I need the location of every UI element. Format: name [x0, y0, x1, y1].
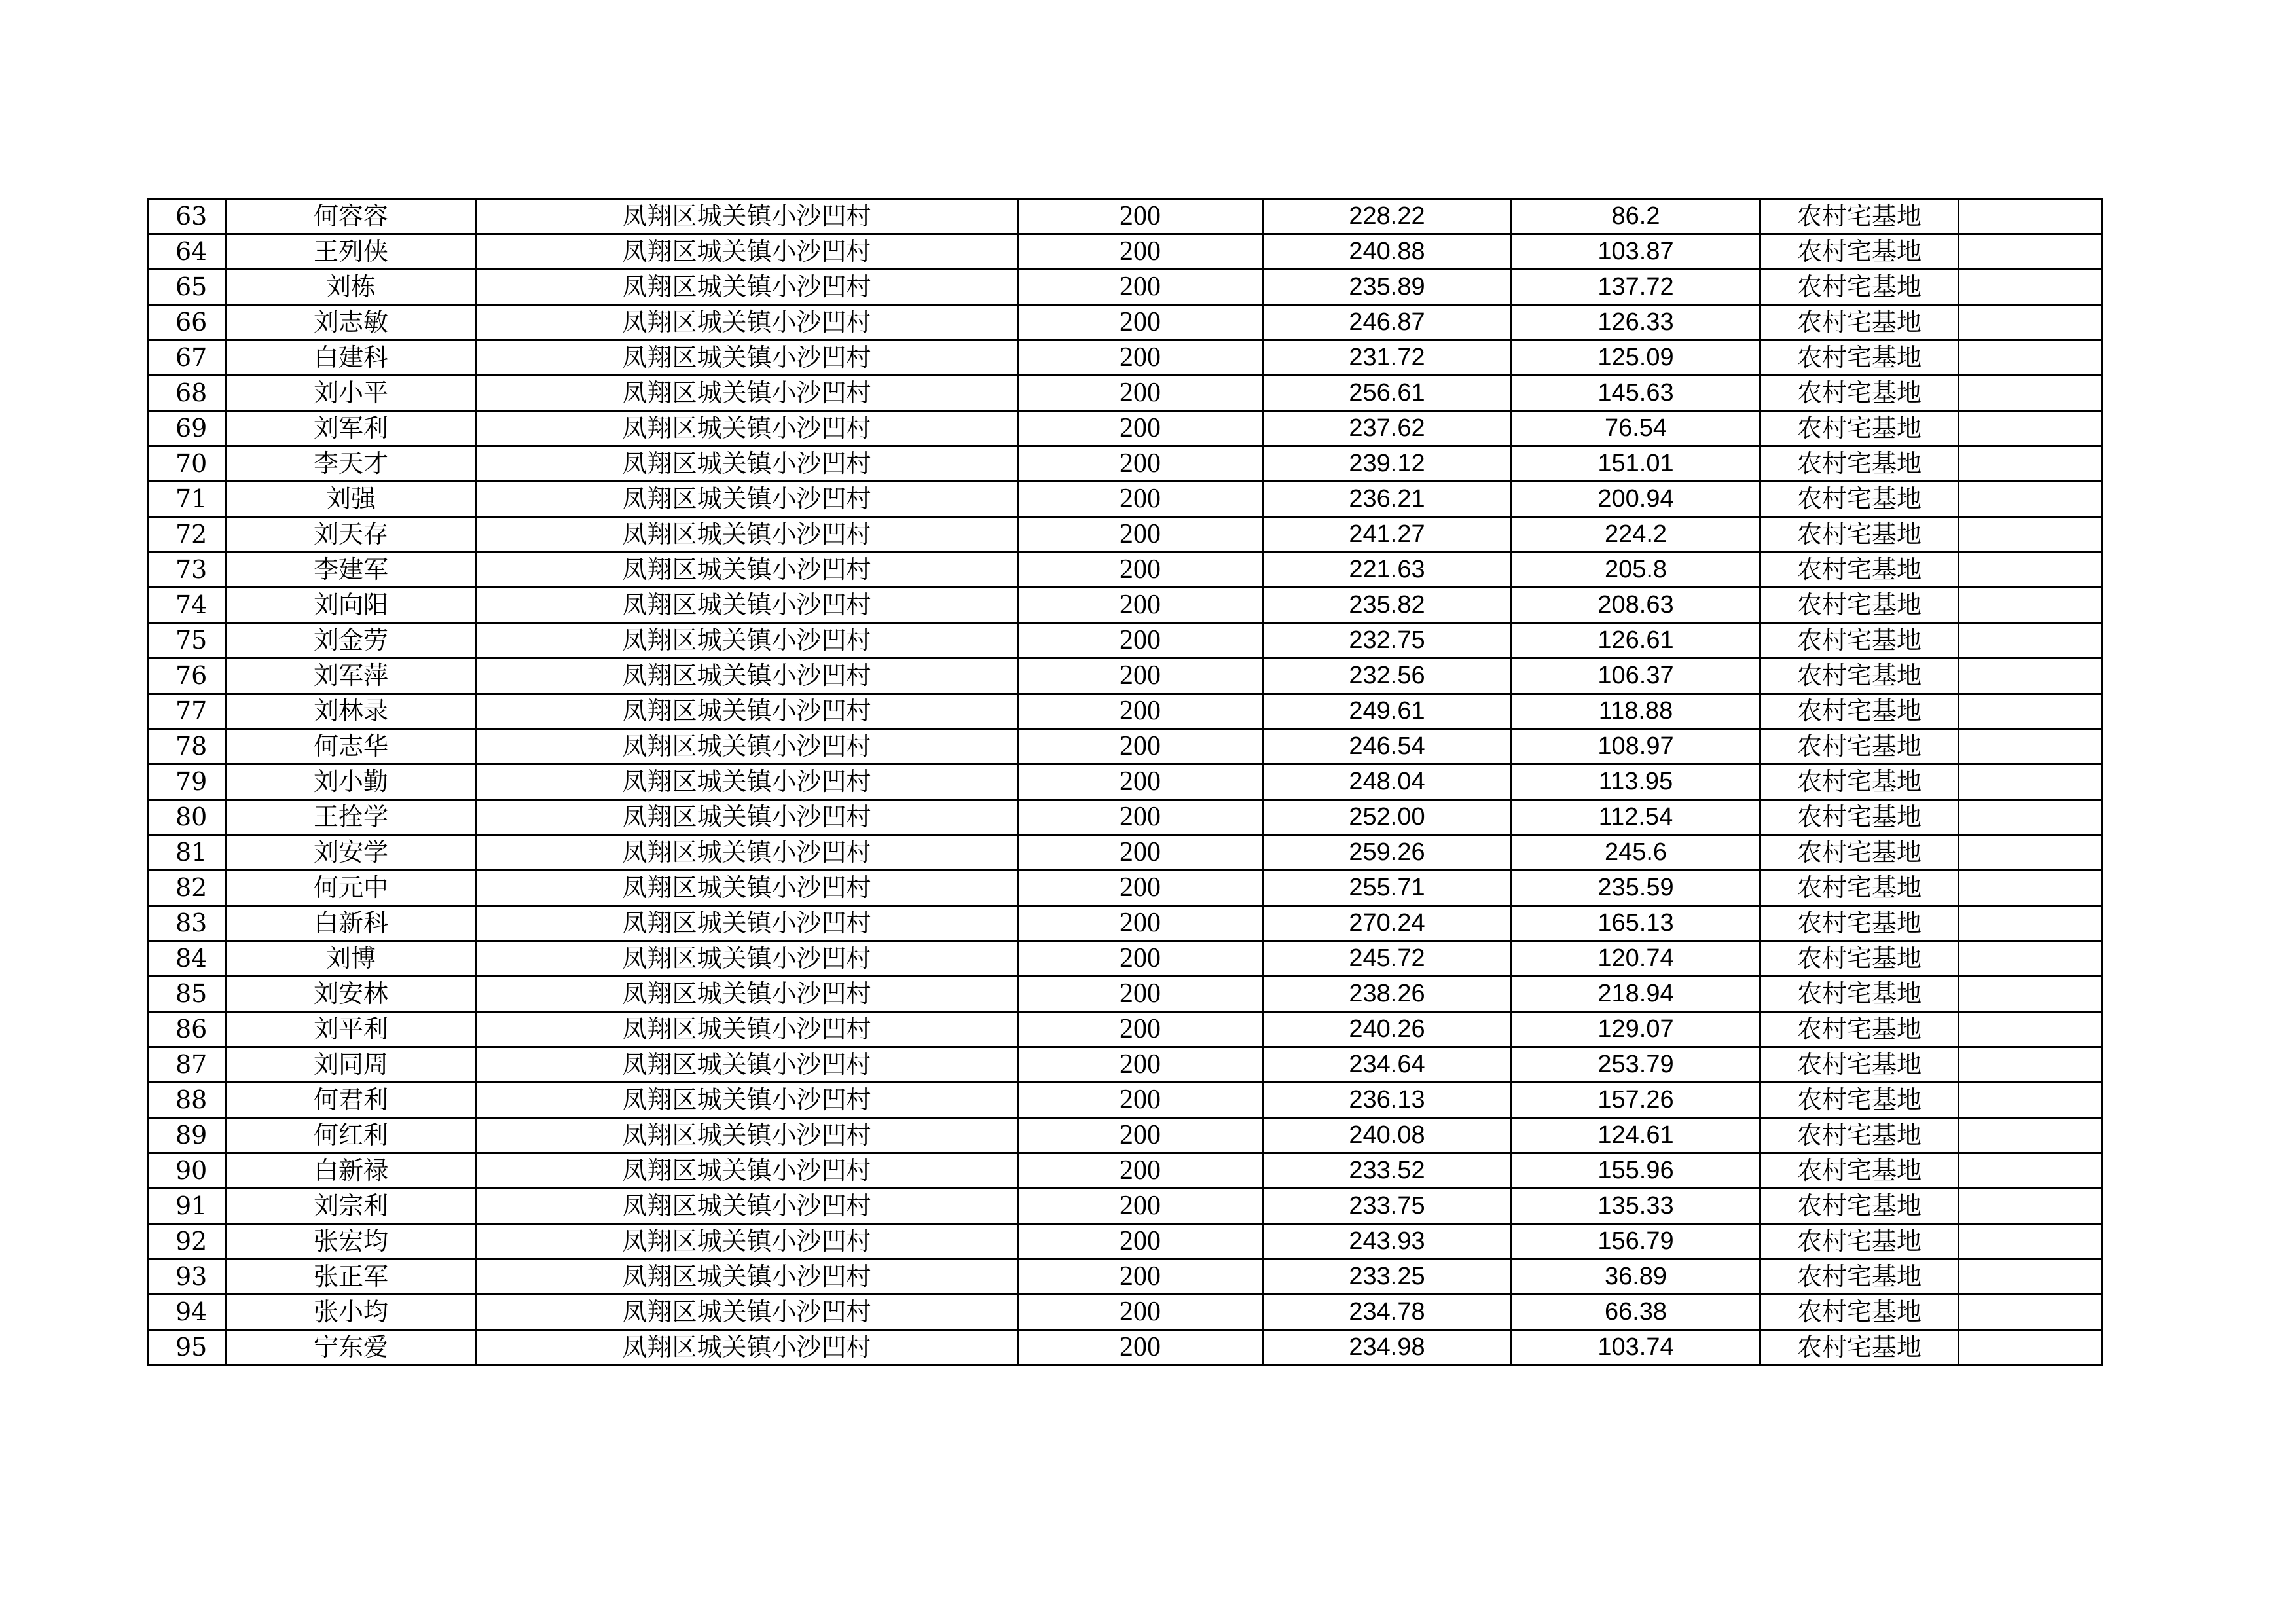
standard-area-cell: 200	[1018, 941, 1263, 977]
area-value-1-cell: 241.27	[1263, 517, 1512, 552]
area-value-1-cell: 232.75	[1263, 623, 1512, 659]
standard-area-cell: 200	[1018, 1330, 1263, 1365]
standard-area-cell: 200	[1018, 588, 1263, 623]
address-cell: 凤翔区城关镇小沙凹村	[476, 1047, 1018, 1083]
area-value-2-cell: 126.61	[1512, 623, 1760, 659]
owner-name-cell: 李天才	[227, 446, 476, 482]
row-number-cell: 85	[149, 977, 227, 1012]
table-row	[149, 446, 2102, 482]
owner-name-cell: 刘林录	[227, 694, 476, 729]
land-type-cell: 农村宅基地	[1760, 1083, 1959, 1118]
row-number-cell: 83	[149, 906, 227, 941]
table-row	[149, 411, 2102, 446]
standard-area-cell: 200	[1018, 765, 1263, 800]
area-value-1-cell: 239.12	[1263, 446, 1512, 482]
blank-cell	[1959, 694, 2102, 729]
area-value-2-cell: 120.74	[1512, 941, 1760, 977]
blank-cell	[1959, 234, 2102, 270]
area-value-1-cell: 235.82	[1263, 588, 1512, 623]
row-number-cell: 88	[149, 1083, 227, 1118]
table-row	[149, 1047, 2102, 1083]
table-row	[149, 376, 2102, 411]
area-value-1-cell: 233.75	[1263, 1189, 1512, 1224]
standard-area-cell: 200	[1018, 411, 1263, 446]
area-value-2-cell: 245.6	[1512, 835, 1760, 871]
blank-cell	[1959, 1118, 2102, 1153]
blank-cell	[1959, 1012, 2102, 1047]
address-cell: 凤翔区城关镇小沙凹村	[476, 941, 1018, 977]
land-type-cell: 农村宅基地	[1760, 694, 1959, 729]
blank-cell	[1959, 1083, 2102, 1118]
area-value-1-cell: 238.26	[1263, 977, 1512, 1012]
land-type-cell: 农村宅基地	[1760, 1189, 1959, 1224]
row-number-cell: 80	[149, 800, 227, 835]
owner-name-cell: 张正军	[227, 1259, 476, 1295]
row-number-cell: 66	[149, 305, 227, 340]
table-row	[149, 1012, 2102, 1047]
address-cell: 凤翔区城关镇小沙凹村	[476, 199, 1018, 234]
blank-cell	[1959, 1153, 2102, 1189]
table-row	[149, 623, 2102, 659]
row-number-cell: 86	[149, 1012, 227, 1047]
area-value-1-cell: 237.62	[1263, 411, 1512, 446]
blank-cell	[1959, 729, 2102, 765]
area-value-1-cell: 231.72	[1263, 340, 1512, 376]
table-row	[149, 729, 2102, 765]
land-type-cell: 农村宅基地	[1760, 659, 1959, 694]
row-number-cell: 79	[149, 765, 227, 800]
table-row	[149, 977, 2102, 1012]
blank-cell	[1959, 1295, 2102, 1330]
table-row	[149, 800, 2102, 835]
owner-name-cell: 刘安学	[227, 835, 476, 871]
owner-name-cell: 刘平利	[227, 1012, 476, 1047]
owner-name-cell: 白建科	[227, 340, 476, 376]
area-value-1-cell: 221.63	[1263, 552, 1512, 588]
owner-name-cell: 刘安林	[227, 977, 476, 1012]
standard-area-cell: 200	[1018, 1189, 1263, 1224]
area-value-1-cell: 252.00	[1263, 800, 1512, 835]
table-row	[149, 1330, 2102, 1365]
address-cell: 凤翔区城关镇小沙凹村	[476, 517, 1018, 552]
address-cell: 凤翔区城关镇小沙凹村	[476, 411, 1018, 446]
area-value-2-cell: 103.87	[1512, 234, 1760, 270]
blank-cell	[1959, 1259, 2102, 1295]
area-value-2-cell: 76.54	[1512, 411, 1760, 446]
area-value-1-cell: 255.71	[1263, 871, 1512, 906]
standard-area-cell: 200	[1018, 1224, 1263, 1259]
standard-area-cell: 200	[1018, 871, 1263, 906]
land-type-cell: 农村宅基地	[1760, 446, 1959, 482]
table-row	[149, 1295, 2102, 1330]
owner-name-cell: 何元中	[227, 871, 476, 906]
row-number-cell: 90	[149, 1153, 227, 1189]
blank-cell	[1959, 270, 2102, 305]
owner-name-cell: 刘博	[227, 941, 476, 977]
address-cell: 凤翔区城关镇小沙凹村	[476, 1295, 1018, 1330]
table-row	[149, 552, 2102, 588]
area-value-1-cell: 248.04	[1263, 765, 1512, 800]
address-cell: 凤翔区城关镇小沙凹村	[476, 1153, 1018, 1189]
row-number-cell: 72	[149, 517, 227, 552]
address-cell: 凤翔区城关镇小沙凹村	[476, 765, 1018, 800]
land-type-cell: 农村宅基地	[1760, 376, 1959, 411]
area-value-1-cell: 233.52	[1263, 1153, 1512, 1189]
owner-name-cell: 何志华	[227, 729, 476, 765]
table-row	[149, 588, 2102, 623]
row-number-cell: 71	[149, 482, 227, 517]
area-value-2-cell: 208.63	[1512, 588, 1760, 623]
blank-cell	[1959, 305, 2102, 340]
standard-area-cell: 200	[1018, 1153, 1263, 1189]
standard-area-cell: 200	[1018, 340, 1263, 376]
area-value-2-cell: 155.96	[1512, 1153, 1760, 1189]
address-cell: 凤翔区城关镇小沙凹村	[476, 835, 1018, 871]
row-number-cell: 82	[149, 871, 227, 906]
standard-area-cell: 200	[1018, 517, 1263, 552]
area-value-2-cell: 253.79	[1512, 1047, 1760, 1083]
area-value-2-cell: 151.01	[1512, 446, 1760, 482]
standard-area-cell: 200	[1018, 1118, 1263, 1153]
owner-name-cell: 刘志敏	[227, 305, 476, 340]
address-cell: 凤翔区城关镇小沙凹村	[476, 482, 1018, 517]
standard-area-cell: 200	[1018, 694, 1263, 729]
owner-name-cell: 张小均	[227, 1295, 476, 1330]
blank-cell	[1959, 376, 2102, 411]
blank-cell	[1959, 623, 2102, 659]
land-type-cell: 农村宅基地	[1760, 411, 1959, 446]
area-value-1-cell: 234.78	[1263, 1295, 1512, 1330]
area-value-2-cell: 165.13	[1512, 906, 1760, 941]
blank-cell	[1959, 800, 2102, 835]
area-value-2-cell: 126.33	[1512, 305, 1760, 340]
area-value-2-cell: 86.2	[1512, 199, 1760, 234]
owner-name-cell: 刘小平	[227, 376, 476, 411]
standard-area-cell: 200	[1018, 1012, 1263, 1047]
address-cell: 凤翔区城关镇小沙凹村	[476, 1330, 1018, 1365]
blank-cell	[1959, 588, 2102, 623]
owner-name-cell: 李建军	[227, 552, 476, 588]
owner-name-cell: 白新科	[227, 906, 476, 941]
standard-area-cell: 200	[1018, 1083, 1263, 1118]
address-cell: 凤翔区城关镇小沙凹村	[476, 1189, 1018, 1224]
table-row	[149, 517, 2102, 552]
owner-name-cell: 王列侠	[227, 234, 476, 270]
area-value-1-cell: 246.87	[1263, 305, 1512, 340]
area-value-1-cell: 236.13	[1263, 1083, 1512, 1118]
address-cell: 凤翔区城关镇小沙凹村	[476, 1224, 1018, 1259]
table-row	[149, 482, 2102, 517]
address-cell: 凤翔区城关镇小沙凹村	[476, 659, 1018, 694]
blank-cell	[1959, 1047, 2102, 1083]
standard-area-cell: 200	[1018, 835, 1263, 871]
area-value-1-cell: 240.88	[1263, 234, 1512, 270]
address-cell: 凤翔区城关镇小沙凹村	[476, 305, 1018, 340]
owner-name-cell: 何容容	[227, 199, 476, 234]
land-type-cell: 农村宅基地	[1760, 340, 1959, 376]
address-cell: 凤翔区城关镇小沙凹村	[476, 800, 1018, 835]
area-value-1-cell: 249.61	[1263, 694, 1512, 729]
owner-name-cell: 何红利	[227, 1118, 476, 1153]
address-cell: 凤翔区城关镇小沙凹村	[476, 270, 1018, 305]
blank-cell	[1959, 517, 2102, 552]
address-cell: 凤翔区城关镇小沙凹村	[476, 694, 1018, 729]
land-type-cell: 农村宅基地	[1760, 517, 1959, 552]
owner-name-cell: 刘天存	[227, 517, 476, 552]
row-number-cell: 81	[149, 835, 227, 871]
area-value-2-cell: 113.95	[1512, 765, 1760, 800]
standard-area-cell: 200	[1018, 552, 1263, 588]
area-value-2-cell: 157.26	[1512, 1083, 1760, 1118]
blank-cell	[1959, 941, 2102, 977]
table-row	[149, 305, 2102, 340]
land-type-cell: 农村宅基地	[1760, 906, 1959, 941]
address-cell: 凤翔区城关镇小沙凹村	[476, 376, 1018, 411]
table-row	[149, 765, 2102, 800]
land-type-cell: 农村宅基地	[1760, 1295, 1959, 1330]
area-value-1-cell: 240.08	[1263, 1118, 1512, 1153]
area-value-2-cell: 124.61	[1512, 1118, 1760, 1153]
row-number-cell: 75	[149, 623, 227, 659]
area-value-2-cell: 129.07	[1512, 1012, 1760, 1047]
table-row	[149, 659, 2102, 694]
owner-name-cell: 刘向阳	[227, 588, 476, 623]
row-number-cell: 76	[149, 659, 227, 694]
blank-cell	[1959, 906, 2102, 941]
standard-area-cell: 200	[1018, 305, 1263, 340]
area-value-1-cell: 243.93	[1263, 1224, 1512, 1259]
table-row	[149, 1083, 2102, 1118]
owner-name-cell: 宁东爱	[227, 1330, 476, 1365]
blank-cell	[1959, 659, 2102, 694]
area-value-2-cell: 125.09	[1512, 340, 1760, 376]
area-value-2-cell: 156.79	[1512, 1224, 1760, 1259]
standard-area-cell: 200	[1018, 446, 1263, 482]
row-number-cell: 73	[149, 552, 227, 588]
table-row	[149, 1224, 2102, 1259]
area-value-1-cell: 233.25	[1263, 1259, 1512, 1295]
blank-cell	[1959, 446, 2102, 482]
address-cell: 凤翔区城关镇小沙凹村	[476, 340, 1018, 376]
row-number-cell: 91	[149, 1189, 227, 1224]
address-cell: 凤翔区城关镇小沙凹村	[476, 588, 1018, 623]
land-type-cell: 农村宅基地	[1760, 1330, 1959, 1365]
land-type-cell: 农村宅基地	[1760, 1047, 1959, 1083]
area-value-1-cell: 232.56	[1263, 659, 1512, 694]
row-number-cell: 92	[149, 1224, 227, 1259]
standard-area-cell: 200	[1018, 270, 1263, 305]
address-cell: 凤翔区城关镇小沙凹村	[476, 234, 1018, 270]
area-value-1-cell: 234.64	[1263, 1047, 1512, 1083]
area-value-1-cell: 245.72	[1263, 941, 1512, 977]
blank-cell	[1959, 835, 2102, 871]
row-number-cell: 65	[149, 270, 227, 305]
standard-area-cell: 200	[1018, 977, 1263, 1012]
land-type-cell: 农村宅基地	[1760, 482, 1959, 517]
area-value-1-cell: 270.24	[1263, 906, 1512, 941]
row-number-cell: 77	[149, 694, 227, 729]
land-type-cell: 农村宅基地	[1760, 199, 1959, 234]
standard-area-cell: 200	[1018, 729, 1263, 765]
owner-name-cell: 刘小勤	[227, 765, 476, 800]
area-value-2-cell: 224.2	[1512, 517, 1760, 552]
address-cell: 凤翔区城关镇小沙凹村	[476, 623, 1018, 659]
blank-cell	[1959, 977, 2102, 1012]
area-value-2-cell: 106.37	[1512, 659, 1760, 694]
row-number-cell: 84	[149, 941, 227, 977]
row-number-cell: 93	[149, 1259, 227, 1295]
table-row	[149, 234, 2102, 270]
standard-area-cell: 200	[1018, 482, 1263, 517]
owner-name-cell: 王拴学	[227, 800, 476, 835]
row-number-cell: 89	[149, 1118, 227, 1153]
standard-area-cell: 200	[1018, 659, 1263, 694]
row-number-cell: 74	[149, 588, 227, 623]
standard-area-cell: 200	[1018, 1047, 1263, 1083]
row-number-cell: 87	[149, 1047, 227, 1083]
standard-area-cell: 200	[1018, 906, 1263, 941]
table-row	[149, 941, 2102, 977]
area-value-2-cell: 137.72	[1512, 270, 1760, 305]
land-type-cell: 农村宅基地	[1760, 941, 1959, 977]
owner-name-cell: 刘军萍	[227, 659, 476, 694]
standard-area-cell: 200	[1018, 800, 1263, 835]
owner-name-cell: 刘栋	[227, 270, 476, 305]
owner-name-cell: 刘同周	[227, 1047, 476, 1083]
blank-cell	[1959, 1330, 2102, 1365]
land-type-cell: 农村宅基地	[1760, 1224, 1959, 1259]
land-type-cell: 农村宅基地	[1760, 729, 1959, 765]
land-type-cell: 农村宅基地	[1760, 305, 1959, 340]
row-number-cell: 64	[149, 234, 227, 270]
land-type-cell: 农村宅基地	[1760, 1259, 1959, 1295]
address-cell: 凤翔区城关镇小沙凹村	[476, 729, 1018, 765]
land-type-cell: 农村宅基地	[1760, 270, 1959, 305]
blank-cell	[1959, 340, 2102, 376]
table-row	[149, 199, 2102, 234]
owner-name-cell: 白新禄	[227, 1153, 476, 1189]
standard-area-cell: 200	[1018, 199, 1263, 234]
standard-area-cell: 200	[1018, 623, 1263, 659]
area-value-2-cell: 112.54	[1512, 800, 1760, 835]
area-value-1-cell: 228.22	[1263, 199, 1512, 234]
area-value-1-cell: 256.61	[1263, 376, 1512, 411]
standard-area-cell: 200	[1018, 234, 1263, 270]
area-value-1-cell: 240.26	[1263, 1012, 1512, 1047]
area-value-2-cell: 66.38	[1512, 1295, 1760, 1330]
blank-cell	[1959, 871, 2102, 906]
land-type-cell: 农村宅基地	[1760, 1012, 1959, 1047]
row-number-cell: 63	[149, 199, 227, 234]
standard-area-cell: 200	[1018, 376, 1263, 411]
land-type-cell: 农村宅基地	[1760, 588, 1959, 623]
table-row	[149, 270, 2102, 305]
row-number-cell: 67	[149, 340, 227, 376]
address-cell: 凤翔区城关镇小沙凹村	[476, 1083, 1018, 1118]
area-value-1-cell: 246.54	[1263, 729, 1512, 765]
row-number-cell: 94	[149, 1295, 227, 1330]
blank-cell	[1959, 411, 2102, 446]
area-value-1-cell: 236.21	[1263, 482, 1512, 517]
area-value-2-cell: 218.94	[1512, 977, 1760, 1012]
table-body	[149, 199, 2102, 1365]
address-cell: 凤翔区城关镇小沙凹村	[476, 1118, 1018, 1153]
area-value-2-cell: 200.94	[1512, 482, 1760, 517]
table-row	[149, 340, 2102, 376]
owner-name-cell: 刘金劳	[227, 623, 476, 659]
address-cell: 凤翔区城关镇小沙凹村	[476, 871, 1018, 906]
area-value-2-cell: 108.97	[1512, 729, 1760, 765]
table-row	[149, 906, 2102, 941]
standard-area-cell: 200	[1018, 1295, 1263, 1330]
area-value-1-cell: 234.98	[1263, 1330, 1512, 1365]
table-row	[149, 1189, 2102, 1224]
land-type-cell: 农村宅基地	[1760, 977, 1959, 1012]
owner-name-cell: 刘强	[227, 482, 476, 517]
address-cell: 凤翔区城关镇小沙凹村	[476, 906, 1018, 941]
land-type-cell: 农村宅基地	[1760, 623, 1959, 659]
blank-cell	[1959, 1224, 2102, 1259]
land-type-cell: 农村宅基地	[1760, 800, 1959, 835]
table-row	[149, 871, 2102, 906]
address-cell: 凤翔区城关镇小沙凹村	[476, 446, 1018, 482]
area-value-2-cell: 36.89	[1512, 1259, 1760, 1295]
land-type-cell: 农村宅基地	[1760, 835, 1959, 871]
table-row	[149, 694, 2102, 729]
land-type-cell: 农村宅基地	[1760, 234, 1959, 270]
land-type-cell: 农村宅基地	[1760, 1118, 1959, 1153]
owner-name-cell: 刘宗利	[227, 1189, 476, 1224]
address-cell: 凤翔区城关镇小沙凹村	[476, 1259, 1018, 1295]
table-row	[149, 1153, 2102, 1189]
address-cell: 凤翔区城关镇小沙凹村	[476, 977, 1018, 1012]
address-cell: 凤翔区城关镇小沙凹村	[476, 1012, 1018, 1047]
row-number-cell: 78	[149, 729, 227, 765]
row-number-cell: 95	[149, 1330, 227, 1365]
row-number-cell: 69	[149, 411, 227, 446]
area-value-2-cell: 118.88	[1512, 694, 1760, 729]
owner-name-cell: 刘军利	[227, 411, 476, 446]
area-value-2-cell: 135.33	[1512, 1189, 1760, 1224]
blank-cell	[1959, 552, 2102, 588]
land-type-cell: 农村宅基地	[1760, 552, 1959, 588]
blank-cell	[1959, 482, 2102, 517]
area-value-1-cell: 259.26	[1263, 835, 1512, 871]
owner-name-cell: 张宏均	[227, 1224, 476, 1259]
land-type-cell: 农村宅基地	[1760, 1153, 1959, 1189]
blank-cell	[1959, 1189, 2102, 1224]
area-value-2-cell: 145.63	[1512, 376, 1760, 411]
area-value-1-cell: 235.89	[1263, 270, 1512, 305]
land-type-cell: 农村宅基地	[1760, 871, 1959, 906]
table-row	[149, 1118, 2102, 1153]
standard-area-cell: 200	[1018, 1259, 1263, 1295]
area-value-2-cell: 235.59	[1512, 871, 1760, 906]
row-number-cell: 68	[149, 376, 227, 411]
area-value-2-cell: 103.74	[1512, 1330, 1760, 1365]
row-number-cell: 70	[149, 446, 227, 482]
table-row	[149, 835, 2102, 871]
owner-name-cell: 何君利	[227, 1083, 476, 1118]
address-cell: 凤翔区城关镇小沙凹村	[476, 552, 1018, 588]
table-row	[149, 1259, 2102, 1295]
area-value-2-cell: 205.8	[1512, 552, 1760, 588]
land-type-cell: 农村宅基地	[1760, 765, 1959, 800]
blank-cell	[1959, 199, 2102, 234]
homestead-table	[147, 198, 2103, 1366]
blank-cell	[1959, 765, 2102, 800]
